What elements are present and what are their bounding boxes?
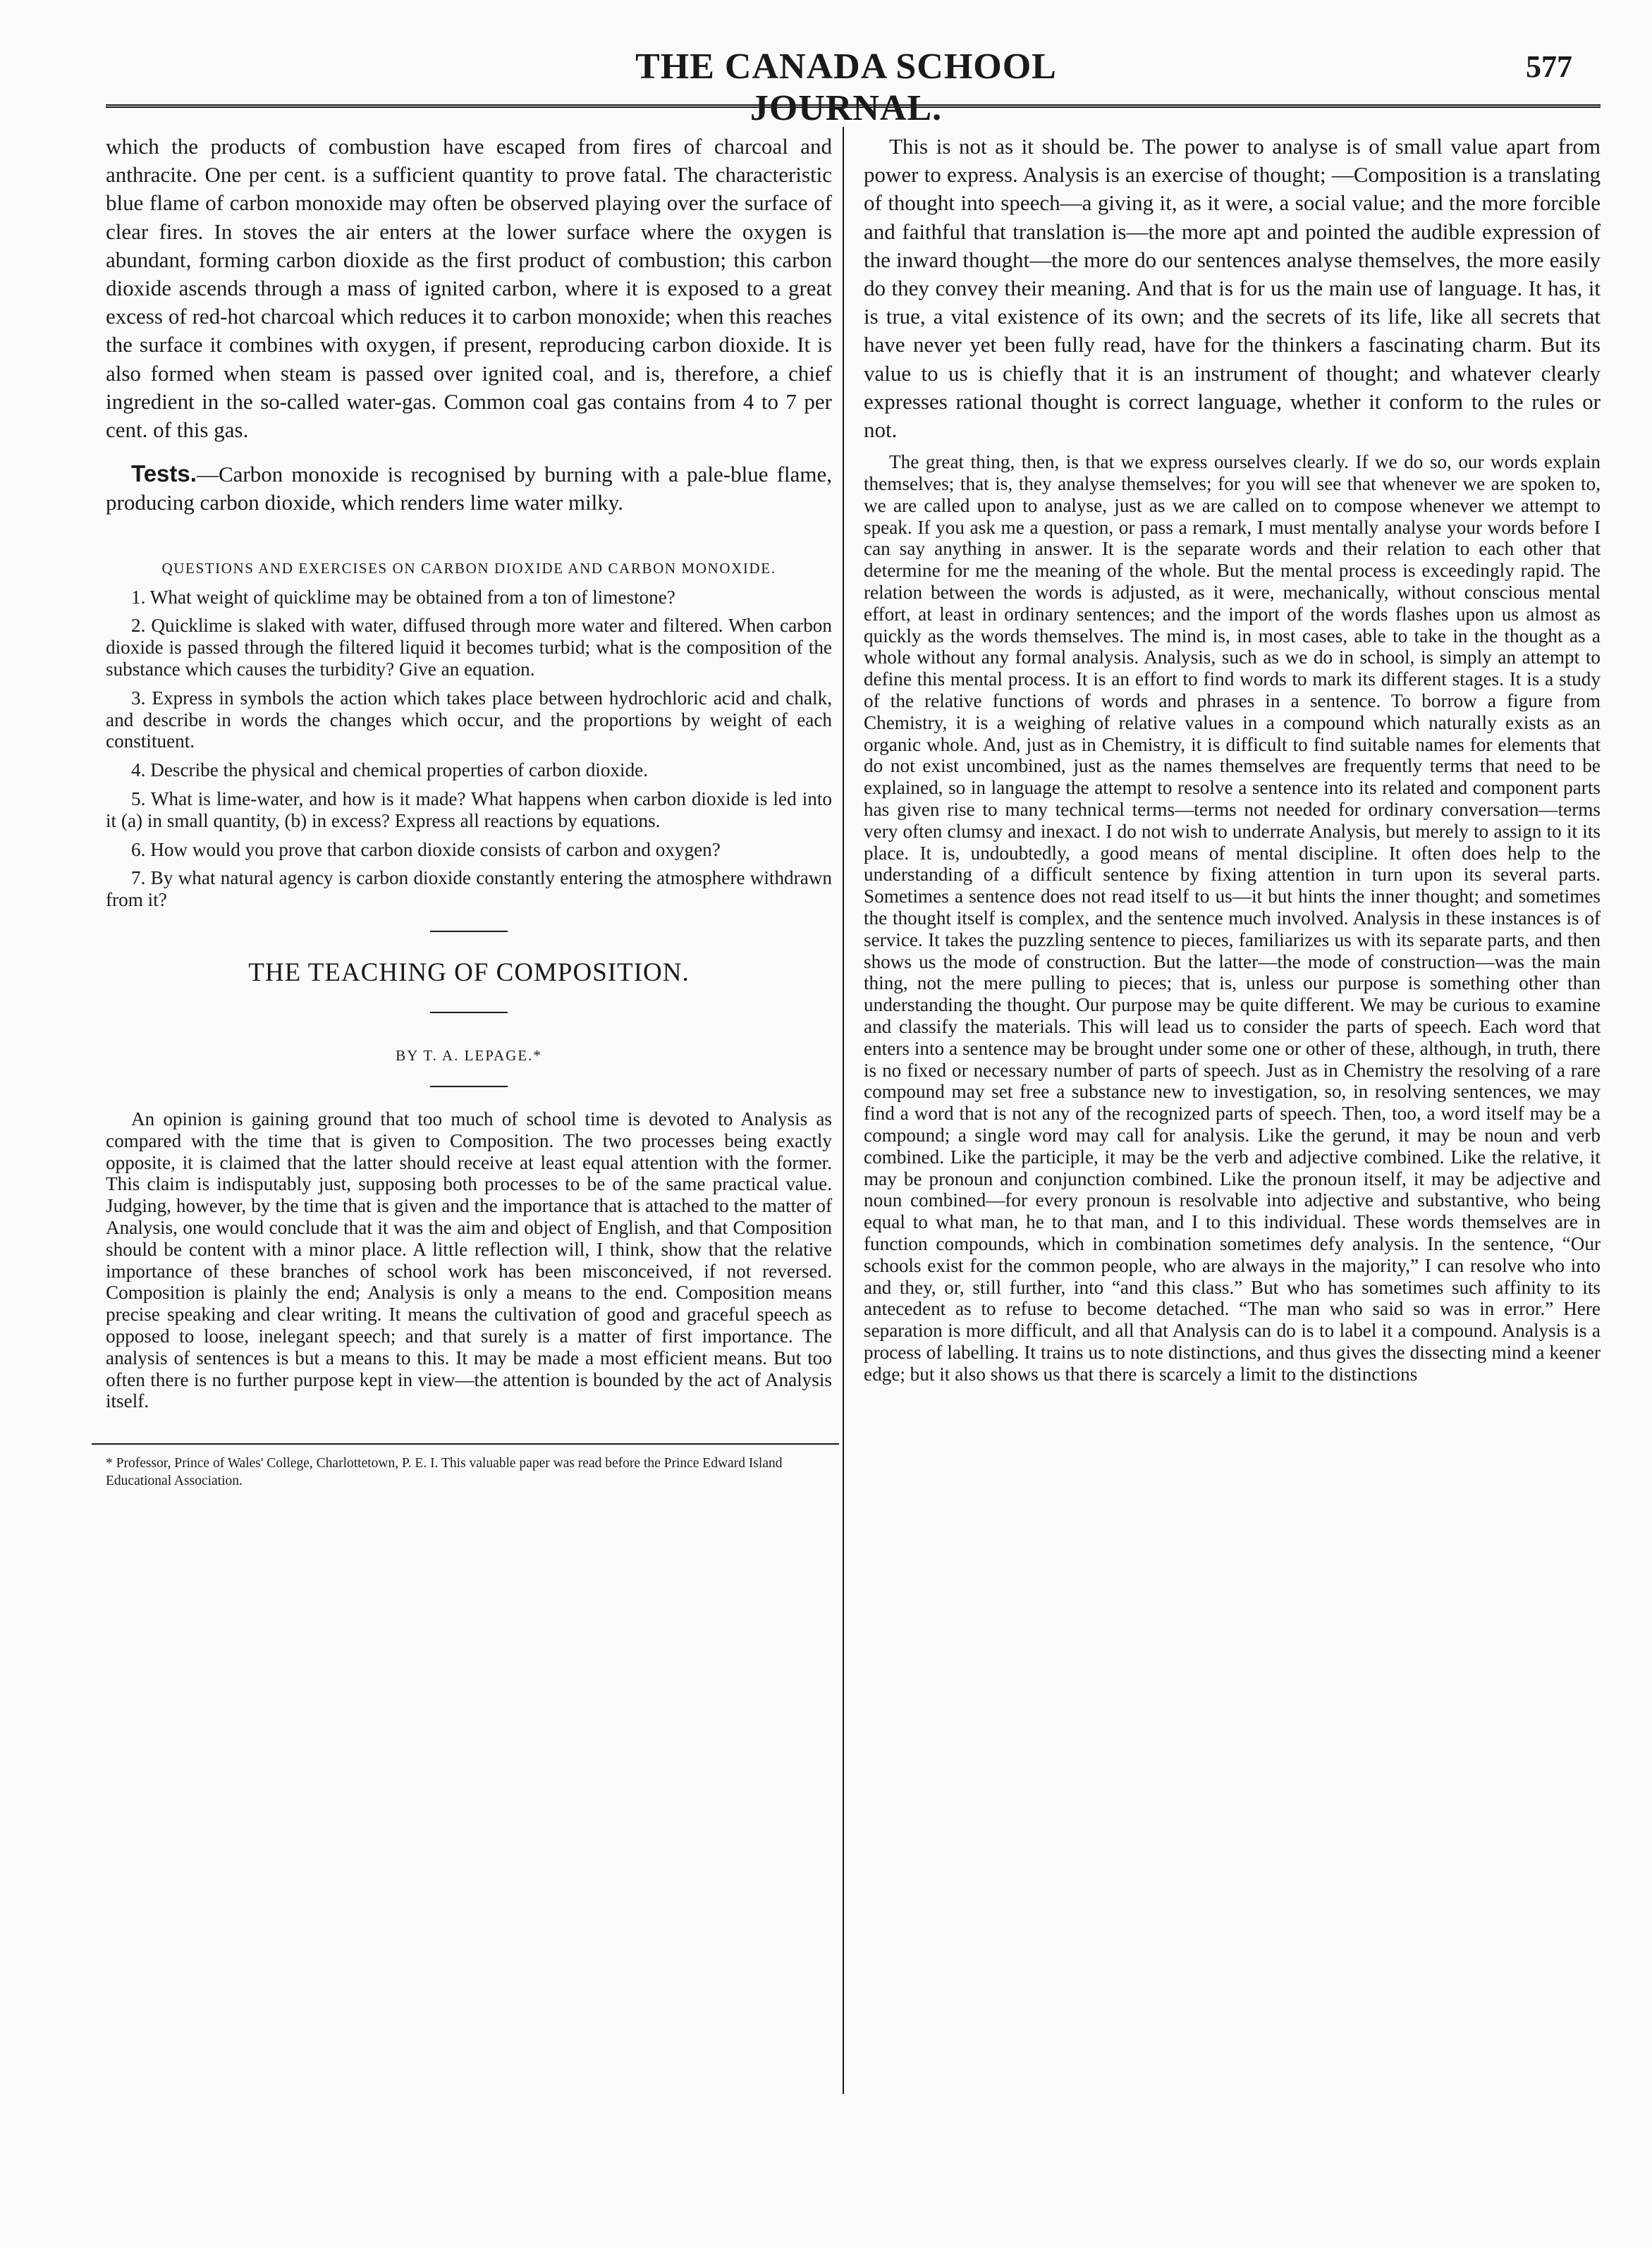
article-paragraph: The great thing, then, is that we express ourselves clearly. If we do so, our words explain themselves; that is, they analyse themselves; for you will see that whenever we are spoken to, we are called upon to analyse, just as we are called on to compose whenever we attempt to speak. If you ask me a question, or pass a remark, I must mentally analyse your words before I can say anything in answer. It is the separate words and their relation to each other that determine for me the meaning of the whole. But the mental process is exceedingly rapid. The relation between the words is adjusted, as it were, mechanically, without conscious mental effort, at least in ordinary sentences; and the import of the words flashes upon us almost as quickly as the words themselves. The mind is, in most cases, able to take in the thought as a whole without any formal analysis. Analysis, such as we do in school, is simply an attempt to define this mental process. It is an effort to find words to mark its different stages. It is a study of the relative functions of words and phrases in a sentence. To borrow a figure from Chemistry, it is a weighing of relative values in a compound which naturally exists as an organic whole. And, just as in Chemistry, it is difficult to find suitable names for elements that do not exist uncombined, just as the names themselves are frequently terms that need to be explained, so in language the attempt to resolve a sentence into its related and component parts has given rise to many technical terms—terms not needed for ordinary conversation—terms very often clumsy and inexact. I do not wish to underrate Analysis, but merely to assign to it its place. It is, undoubtedly, a good means of mental discipline. It often does help to the understanding of a difficult sentence by fixing attention in turn upon its several parts. Sometimes a sentence does not read itself to us—it but hints the inner thought; and sometimes the thought itself is complex, and the sentence much involved. Analysis in these instances is of service. It takes the puzzling sentence to pieces, familiarizes us with its separate parts, and then shows us the mode of construction. But the latter—the mode of construction—was the main thing, not the mere pulling to pieces; that is, unless our purpose is something other than understanding the thought. Our purpose may be quite different. We may be curious to examine and classify the materials. This will lead us to consider the parts of speech. Each word that enters into a sentence may be brought under some one or other of these, although, in truth, there is no fixed or necessary number of parts of speech. Just as in Chemistry the resolving of a rare compound may set free a substance new to investigation, so, in resolving sentences, we may find a word that is not any of the recognized parts of speech. Then, too, a word itself may be a compound; a single word may call for analysis. Like the gerund, it may be noun and verb combined. Like the participle, it may be the verb and adjective combined. Like the relative, it may be pronoun and conjunction combined. Like the pronoun itself, it may be adjective and noun combined—for every pronoun is resolvable into adjective and substantive, who being equal to what man, he to that man, and I to this individual. These words themselves are in function compounds, which in combination sometimes defy analysis. In the sentence, “Our schools exist for the common people, who are always in the majority,” I can resolve who into and they, or, still further, into “and this class.” But who has sometimes such affinity to its antecedent as to refuse to become detached. “The man who said so was in error.” Here separation is more difficult, and all that Analysis can do is to label it a compound. Analysis is a process of labelling. It trains us to note distinctions, and thus gives the dissecting mind a keener edge; but it also shows us that there is scarcely a limit to the distinctions xyxy=(864,451,1601,1385)
exercise-item: 6. How would you prove that carbon dioxide consists of carbon and oxygen? xyxy=(131,838,721,860)
tests-label: Tests. xyxy=(131,460,197,487)
left-column xyxy=(106,133,832,1490)
page-number: 577 xyxy=(1526,49,1572,84)
byline: BY T. A. LEPAGE.* xyxy=(396,1047,542,1064)
page-header xyxy=(106,39,1586,128)
tests-text: —Carbon monoxide is recognised by burning with a pale-blue flame, producing carbon dioxide, which renders lime water milky. xyxy=(106,462,832,515)
exercise-item: 5. What is lime-water, and how is it made? What happens when carbon dioxide is led into it (a) in small quantity, (b) in excess? Express all reactions by equations. xyxy=(106,788,832,831)
article-paragraph: An opinion is gaining ground that too much of school time is devoted to Analysis as compared with the time that is given to Composition. The two processes being exactly opposite, it is claimed that the latter should receive at least equal attention with the former. This claim is indisputably just, supposing both processes to be of the same practical value. Judging, however, by the time that is given and the importance that is attached to the matter of Analysis, one would conclude that it was the aim and object of English, and that Composition should be content with a minor place. A little reflection will, I think, show that the relative importance of these branches of school work has been misconceived, if not reversed. Composition is plainly the end; Analysis is only a means to the end. Composition means precise speaking and clear writing. It means the cultivation of good and graceful speech as opposed to loose, inelegant speech; and that surely is a matter of first importance. The analysis of sentences is but a means to this. It may be made a most efficient means. But too often there is no further purpose kept in view—the attention is bounded by the act of Analysis itself. xyxy=(106,1108,832,1412)
exercise-item: 1. What weight of quicklime may be obtained from a ton of limestone? xyxy=(131,586,675,608)
column-divider xyxy=(843,127,844,2094)
tests-paragraph xyxy=(106,460,832,517)
exercise-item: 3. Express in symbols the action which takes place between hydrochloric acid and chalk, and describe in words the changes which occur, and the proportions by weight of each constituent. xyxy=(106,687,832,752)
article-title: THE TEACHING OF COMPOSITION. xyxy=(248,958,690,987)
article-paragraph: This is not as it should be. The power to analyse is of small value apart from power to express. Analysis is an exercise of thought; —Composition is a translating of thought into speech—a giving it, as it were, a social value; and the more forcible and faithful that translation is—the more apt and pointed the audible expression of the inward thought—the more do our sentences analyse themselves, the more easily do they convey their meaning. And that is for us the main use of language. It has, it is true, a vital existence of its own; and the secrets of its life, like all secrets that have never yet been fully read, have for the thinkers a fascinating charm. But its value to us is chiefly that it is an instrument of thought; and whatever clearly expresses rational thought is correct language, whether it conform to the rules or not. xyxy=(864,134,1601,443)
footnote-rule xyxy=(92,1443,839,1445)
continued-paragraph: which the products of combustion have escaped from fires of charcoal and anthracite. One per cent. is a sufficient quantity to prove fatal. The characteristic blue flame of carbon monoxide may often be observed playing over the surface of clear fires. In stoves the air enters at the lower surface where the oxygen is abundant, forming carbon dioxide as the first product of combustion; this carbon dioxide ascends through a mass of ignited carbon, where it is exposed to a great excess of red-hot charcoal which reduces it to carbon monoxide; when this reaches the surface it combines with oxygen, if present, reproducing carbon dioxide. It is also formed when steam is passed over ignited coal, and is, therefore, a chief ingredient in the so-called water-gas. Common coal gas contains from 4 to 7 per cent. of this gas. xyxy=(106,134,832,443)
right-column xyxy=(864,133,1601,1385)
byline-rule xyxy=(430,1086,508,1087)
exercise-item: 7. By what natural agency is carbon dioxide constantly entering the atmosphere withdrawn from it? xyxy=(106,867,832,911)
running-title: THE CANADA SCHOOL JOURNAL. xyxy=(635,47,1057,128)
questions-heading: QUESTIONS AND EXERCISES ON CARBON DIOXIDE AND CARBON MONOXIDE. xyxy=(161,559,776,577)
exercise-item: 2. Quicklime is slaked with water, diffused through more water and filtered. When carbon dioxide is passed through the filtered liquid it becomes turbid; what is the composition of the substance which causes the turbidity? Give an equation. xyxy=(106,615,832,680)
section-rule xyxy=(430,931,508,932)
footnote: * Professor, Prince of Wales' College, Charlottetown, P. E. I. This valuable paper was read before the Prince Edward Island Educational Association. xyxy=(106,1456,783,1489)
exercise-item: 4. Describe the physical and chemical properties of carbon dioxide. xyxy=(131,759,649,781)
title-rule xyxy=(430,1012,508,1013)
exercise-list xyxy=(106,587,832,911)
header-rule xyxy=(106,104,1601,108)
